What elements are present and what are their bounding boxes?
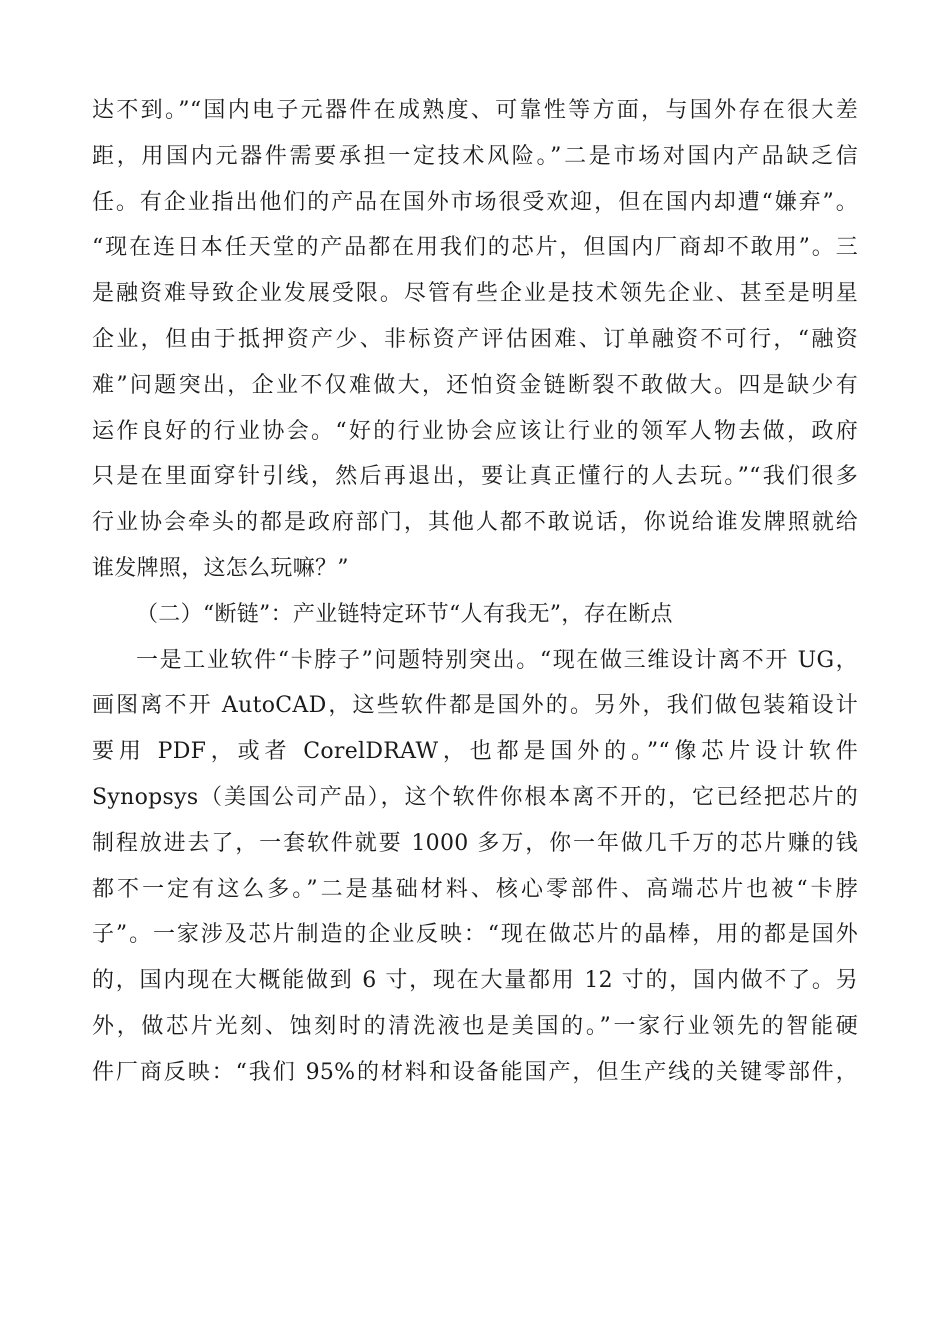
- text-line: 只是在里面穿针引线，然后再退出，要让真正懂行的人去玩。”“我们很多: [92, 464, 858, 490]
- text-line: 的，国内现在大概能做到 6 寸，现在大量都用 12 寸的，国内做不了。另: [92, 968, 858, 994]
- text-line: 行业协会牵头的都是政府部门，其他人都不敢说话，你说给谁发牌照就给: [92, 510, 858, 536]
- text-line: 难”问题突出，企业不仅难做大，还怕资金链断裂不敢做大。四是缺少有: [92, 372, 858, 398]
- text-line: 子”。一家涉及芯片制造的企业反映：“现在做芯片的晶棒，用的都是国外: [92, 922, 858, 948]
- text-line: 是融资难导致企业发展受限。尽管有些企业是技术领先企业、甚至是明星: [92, 281, 858, 307]
- section-heading: [92, 592, 858, 638]
- paragraph-broken-chain: [92, 638, 858, 1096]
- text-line: 一是工业软件“卡脖子”问题特别突出。“现在做三维设计离不开 UG，: [136, 647, 858, 673]
- text-line: 运作良好的行业协会。“好的行业协会应该让行业的领军人物去做，政府: [92, 418, 858, 444]
- paragraph-market-financing-associations: [92, 88, 858, 592]
- section-heading-text: （二）“断链”：产业链特定环节“人有我无”，存在断点: [136, 601, 673, 627]
- text-line: 要用 PDF，或者 CorelDRAW，也都是国外的。”“像芯片设计软件: [92, 739, 858, 765]
- text-line: “现在连日本任天堂的产品都在用我们的芯片，但国内厂商却不敢用”。三: [92, 235, 858, 261]
- text-line: 企业，但由于抵押资产少、非标资产评估困难、订单融资不可行，“融资: [92, 326, 858, 352]
- document-body: [92, 88, 858, 1096]
- text-line: 距，用国内元器件需要承担一定技术风险。”二是市场对国内产品缺乏信: [92, 143, 858, 169]
- text-line: 达不到。”“国内电子元器件在成熟度、可靠性等方面，与国外存在很大差: [92, 98, 858, 123]
- text-line: 画图离不开 AutoCAD，这些软件都是国外的。另外，我们做包装箱设计: [92, 693, 858, 719]
- text-line: Synopsys（美国公司产品），这个软件你根本离不开的，它已经把芯片的: [92, 784, 858, 810]
- text-line: 谁发牌照，这怎么玩嘛？”: [92, 555, 349, 581]
- text-line: 外，做芯片光刻、蚀刻时的清洗液也是美国的。”一家行业领先的智能硬: [92, 1013, 858, 1039]
- text-line: 都不一定有这么多。”二是基础材料、核心零部件、高端芯片也被“卡脖: [92, 876, 858, 902]
- text-line: 任。有企业指出他们的产品在国外市场很受欢迎，但在国内却遭“嫌弃”。: [92, 189, 858, 215]
- text-line: 件厂商反映：“我们 95%的材料和设备能国产，但生产线的关键零部件，: [92, 1059, 858, 1085]
- text-line: 制程放进去了，一套软件就要 1000 多万，你一年做几千万的芯片赚的钱: [92, 830, 858, 856]
